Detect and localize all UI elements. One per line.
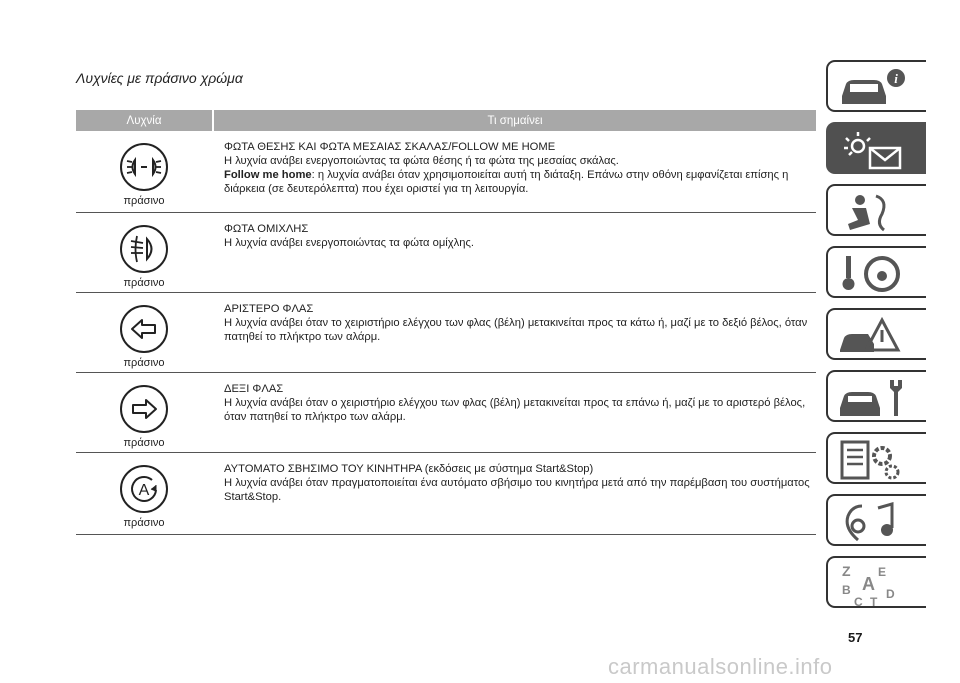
table-row [76,131,816,213]
lights-message-icon [836,128,906,172]
warning-lights-table [76,110,816,535]
table-row [76,453,816,535]
driving-tab[interactable] [826,246,926,298]
warning-lights-tab[interactable] [826,122,926,174]
svg-text:B: B [842,583,851,597]
header-lamp: Λυχνία [126,114,162,127]
row-text: Η λυχνία ανάβει ενεργοποιώντας τα φώτα θέσης ή τα φώτα της μεσαίας σκάλας. [224,155,619,167]
page-number: 57 [848,630,863,645]
start-stop-icon [119,464,169,514]
row-text: Η λυχνία ανάβει όταν ο χειριστήριο ελέγχου των φλας (βέλη) μετακινείται προς τα επάνω ή, μαζί με το αριστερό βέλος, όταν πατηθεί το πλήκτρο των αλάρμ. [224,397,806,423]
svg-text:A: A [862,574,875,594]
svg-text:D: D [886,587,895,601]
svg-text:Z: Z [842,563,851,579]
watermark: carmanualsonline.info [608,654,833,679]
svg-text:C: C [854,595,863,606]
row-text: Η λυχνία ανάβει όταν το χειριστήριο ελέγχου των φλας (βέλη) μετακινείται προς τα κάτω ή, μαζί με το δεξιό βέλος, όταν πατηθεί το πλήκτρο των αλάρμ. [224,317,808,343]
lamp-color-label: πράσινο [123,517,165,529]
lamp-color-label: πράσινο [123,277,165,289]
row-title: ΦΩΤΑ ΘΕΣΗΣ ΚΑΙ ΦΩΤΑ ΜΕΣΑΙΑΣ ΣΚΑΛΑΣ/FOLLOW ME HOME [224,141,556,153]
left-arrow-icon [119,304,169,354]
emergency-tab[interactable] [826,308,926,360]
table-header [76,110,816,131]
table-row [76,293,816,373]
row-title: ΔΕΞΙ ΦΛΑΣ [224,383,284,395]
document-gears-icon [836,438,906,482]
row-bold-term: Follow me home [224,169,312,181]
car-info-tab[interactable] [826,60,926,112]
right-arrow-icon [119,384,169,434]
header-meaning: Τι σημαίνει [212,110,816,131]
multimedia-tab[interactable] [826,494,926,546]
row-text-continued: : η λυχνία ανάβει όταν χρησιμοποιείται αυτή τη διάταξη. Επάνω στην οθόνη εμφανίζεται επίσης η διάρκεια (σε δευτερόλεπτα) που έχει οριστεί για τη λειτουργία. [224,169,789,195]
row-title: ΑΡΙΣΤΕΡΟ ΦΛΑΣ [224,303,314,315]
fog-lights-icon [119,224,169,274]
table-row [76,373,816,453]
section-title: Λυχνίες με πράσινο χρώμα [76,70,243,86]
svg-text:E: E [878,565,887,579]
svg-text:i: i [894,71,898,86]
lamp-color-label: πράσινο [123,437,165,449]
lamp-color-label: πράσινο [123,357,165,369]
safety-tab[interactable] [826,184,926,236]
lamp-color-label: πράσινο [123,195,165,207]
car-info-icon [836,66,906,110]
car-wrench-icon [836,376,906,420]
svg-text:T: T [870,595,878,606]
alphabet-index-icon [836,562,906,606]
maintenance-tab[interactable] [826,370,926,422]
row-text: Η λυχνία ανάβει ενεργοποιώντας τα φώτα ομίχλης. [224,237,474,249]
crash-warning-icon [836,314,906,358]
table-row [76,213,816,293]
technical-data-tab[interactable] [826,432,926,484]
index-tab[interactable] [826,556,926,608]
airbag-person-icon [836,190,906,234]
key-steering-wheel-icon [836,252,906,296]
row-text: Η λυχνία ανάβει όταν πραγματοποιείται ένα αυτόματο σβήσιμο του κινητήρα μετά από την παρέμβαση του συστήματος Start&Stop. [224,477,810,503]
svg-text:A: A [138,482,150,499]
row-title: ΑΥΤΟΜΑΤΟ ΣΒΗΣΙΜΟ ΤΟΥ ΚΙΝΗΤΗΡΑ (εκδόσεις με σύστημα Start&Stop) [224,463,594,475]
media-music-icon [836,500,906,544]
position-lights-icon [119,142,169,192]
row-title: ΦΩΤΑ ΟΜΙΧΛΗΣ [224,223,309,235]
